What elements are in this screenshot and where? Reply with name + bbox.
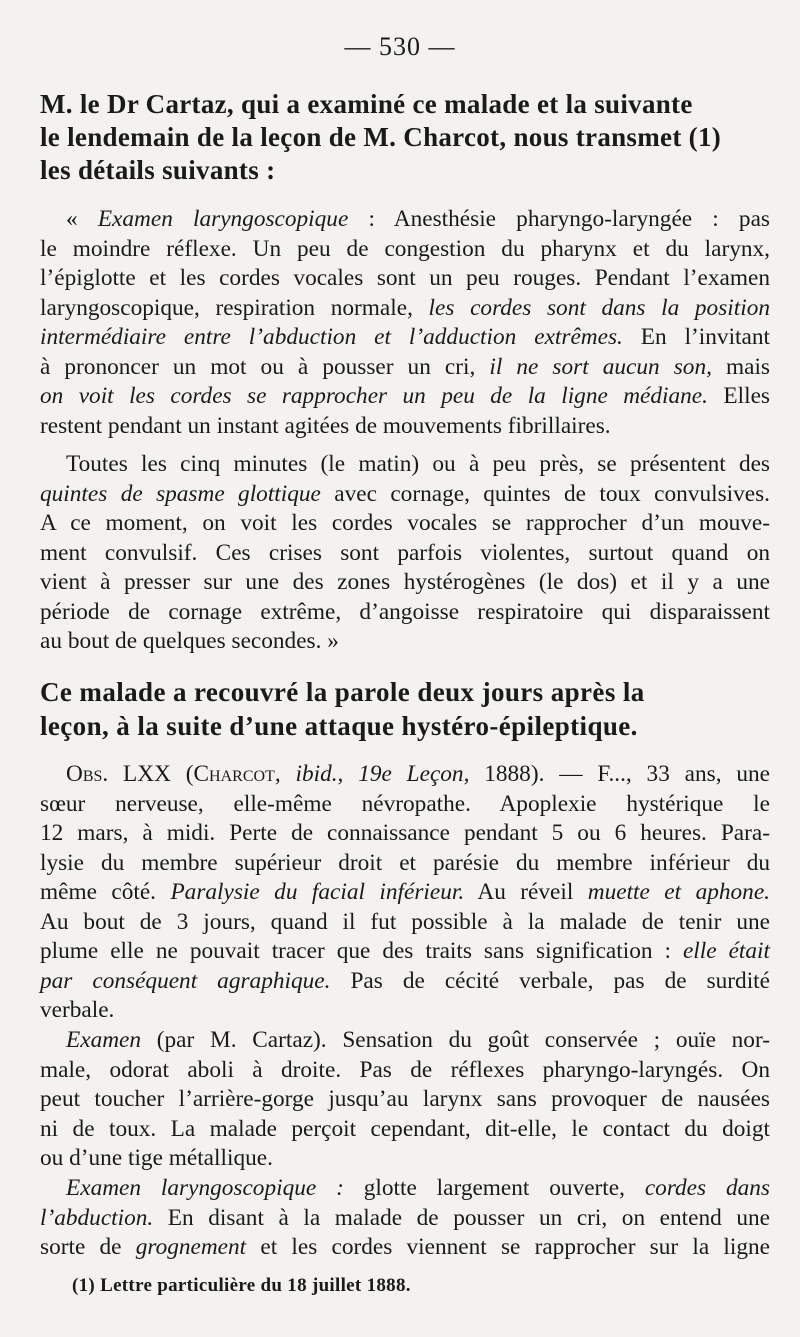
text-line: quintes de spasme glottique avec cornage, quintes de toux convulsives.: [40, 480, 770, 507]
spasm-paragraph: [40, 450, 770, 657]
section-heading: [40, 675, 770, 743]
text-line: Obs. LXX (Charcot, ibid., 19e Leçon, 1888). — F..., 33 ans, une: [66, 761, 771, 787]
heading-line: leçon, à la suite d’une attaque hystéro-épileptique.: [40, 711, 638, 741]
text-line: le moindre réflexe. Un peu de congestion du pharynx et du larynx,: [40, 235, 770, 262]
text-line: laryngoscopique, respiration normale, les cordes sont dans la position: [40, 294, 770, 321]
text-line: M. le Dr Cartaz, qui a examiné ce malade et la suivante: [40, 89, 693, 119]
exam-paragraph: [40, 1026, 770, 1174]
text-line: ment convulsif. Ces crises sont parfois violentes, surtout quand on: [40, 539, 770, 566]
text-line: période de cornage extrême, d’angoisse respiratoire qui disparaissent: [40, 598, 770, 625]
text-line: sorte de grognement et les cordes viennent se rapprocher sur la ligne: [40, 1234, 770, 1260]
text-line: ou d’une tige métallique.: [40, 1145, 273, 1171]
footnote: (1) Lettre particulière du 18 juillet 1888.: [72, 1275, 411, 1296]
text-line: intermédiaire entre l’abduction et l’adduction extrêmes. En l’invitant: [40, 324, 770, 350]
text-line: on voit les cordes se rapprocher un peu de la ligne médiane. Elles: [40, 383, 770, 409]
heading-line: Ce malade a recouvré la parole deux jours après la: [40, 677, 645, 707]
text-line: Au bout de 3 jours, quand il fut possible à la malade de tenir une: [40, 908, 770, 935]
text-line: A ce moment, on voit les cordes vocales se rapprocher d’un mouve-: [40, 510, 770, 536]
text-line: ni de toux. La malade perçoit cependant, dit-elle, le contact du doigt: [40, 1115, 770, 1142]
text-line: l’abduction. En disant à la malade de pousser un cri, on entend une: [40, 1204, 770, 1231]
text-line: vient à presser sur une des zones hystérogènes (le dos) et il y a une: [40, 569, 770, 595]
text-line: peut toucher l’arrière-gorge jusqu’au larynx sans provoquer de nausées: [40, 1086, 770, 1112]
text-line: Toutes les cinq minutes (le matin) ou à peu près, se présentent des: [66, 451, 770, 477]
text-line: Examen (par M. Cartaz). Sensation du goût conservée ; ouïe nor-: [66, 1027, 770, 1053]
page-number: — 530 —: [344, 32, 456, 61]
text-line: même côté. Paralysie du facial inférieur. Au réveil muette et aphone.: [40, 879, 770, 905]
text-line: 12 mars, à midi. Perte de connaissance pendant 5 ou 6 heures. Para-: [40, 820, 770, 846]
text-line: lysie du membre supérieur droit et parésie du membre inférieur du: [40, 849, 770, 876]
text-line: le lendemain de la leçon de M. Charcot, nous transmet (1): [40, 122, 722, 152]
text-line: male, odorat aboli à droite. Pas de réflexes pharyngo-laryngés. On: [40, 1056, 770, 1083]
text-line: « Examen laryngoscopique : Anesthésie pharyngo-laryngée : pas: [66, 206, 770, 232]
observation-paragraph: [40, 760, 770, 1026]
intro-paragraph: [40, 88, 770, 187]
text-line: au bout de quelques secondes. »: [40, 628, 339, 654]
text-line: à prononcer un mot ou à pousser un cri, il ne sort aucun son, mais: [40, 353, 770, 380]
text-line: l’épiglotte et les cordes vocales sont un peu rouges. Pendant l’examen: [40, 265, 770, 291]
text-line: verbale.: [40, 997, 115, 1023]
text-line: plume elle ne pouvait tracer que des traits sans signification : elle était: [40, 938, 770, 964]
text-line: par conséquent agraphique. Pas de cécité verbale, pas de surdité: [40, 967, 770, 994]
laryngoscopic-paragraph: [40, 1174, 770, 1263]
text-line: restent pendant un instant agitées de mouvements fibrillaires.: [40, 412, 611, 439]
text-line: les détails suivants :: [40, 155, 276, 185]
quote-paragraph: [40, 205, 770, 441]
text-line: Examen laryngoscopique : glotte largement ouverte, cordes dans: [66, 1175, 770, 1201]
text-line: sœur nerveuse, elle-même névropathe. Apoplexie hystérique le: [40, 790, 770, 817]
